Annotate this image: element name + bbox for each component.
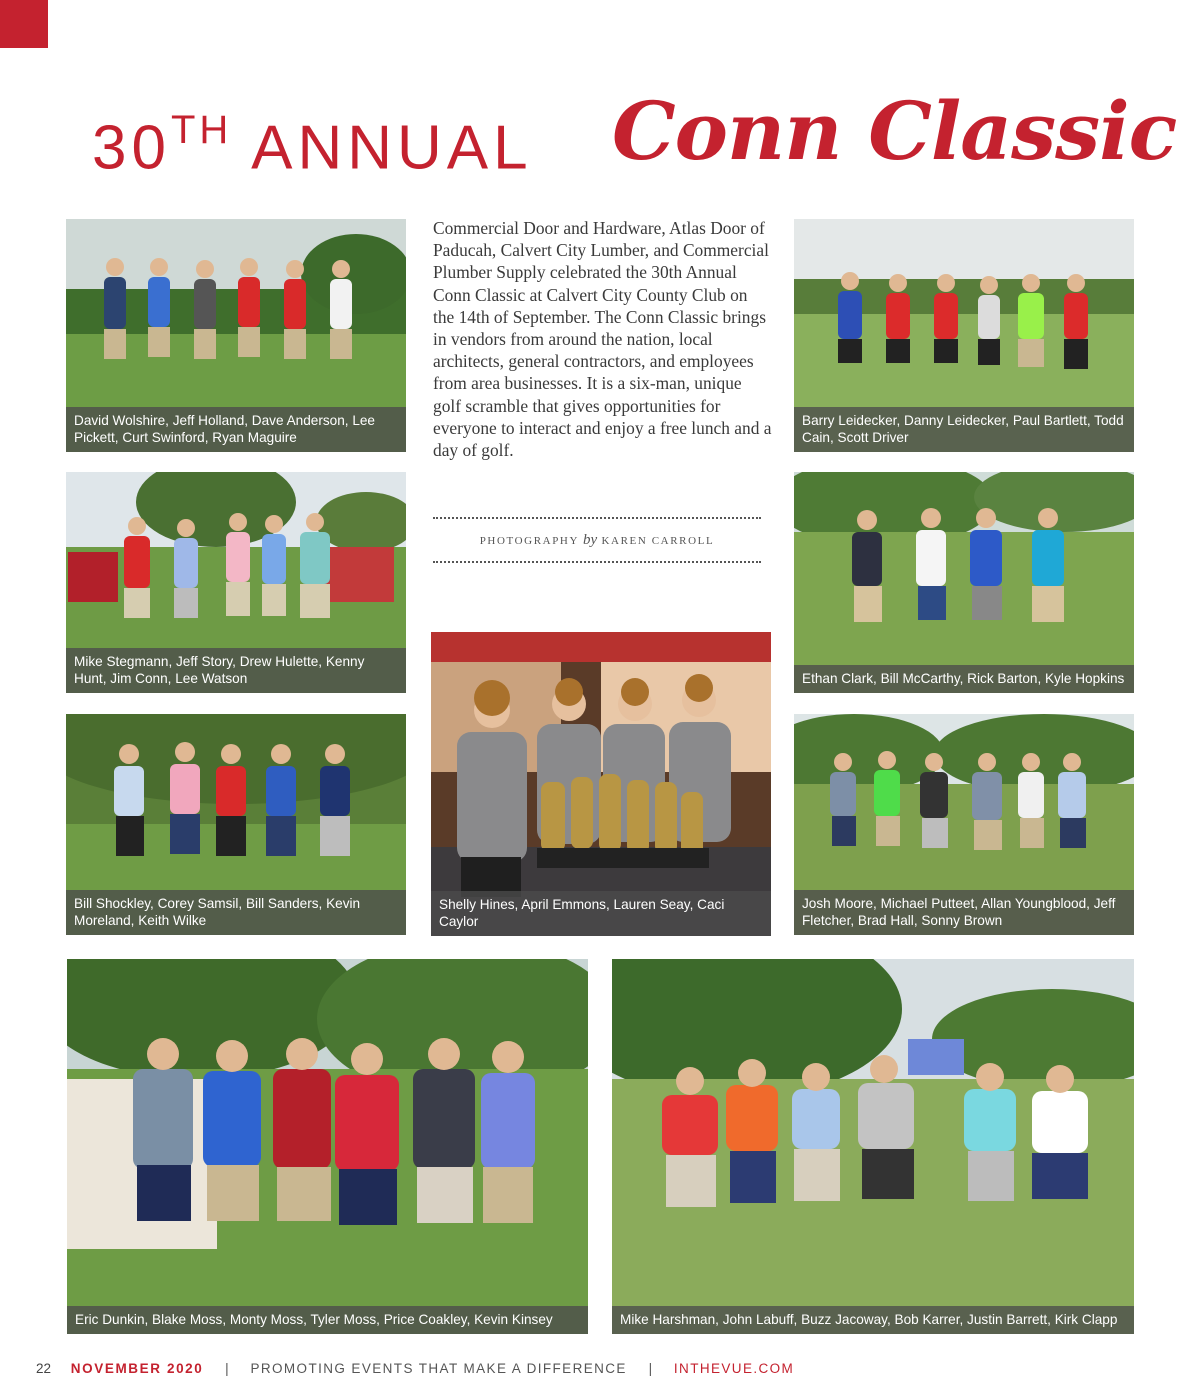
page-footer: [36, 1361, 1176, 1376]
credit-by: by: [582, 532, 598, 548]
title-suffix: TH: [170, 108, 233, 152]
credit-prefix: PHOTOGRAPHY: [479, 535, 579, 547]
photo-group-9: [612, 959, 1134, 1334]
page-title: [92, 82, 1177, 192]
photo-caption-7: Josh Moore, Michael Putteet, Allan Youngblood, Jeff Fletcher, Brad Hall, Sonny Brown: [794, 890, 1134, 935]
photo-group-1: [66, 219, 406, 452]
photo-group-7: [794, 714, 1134, 935]
article-body: Commercial Door and Hardware, Atlas Door of Paducah, Calvert City Lumber, and Commercial Plumber Supply celebrated the 30th Annual Conn Classic at Calvert City County Club on the 14th of September. The Conn Classic brings in vendors from around the nation, local architects, general contractors, and employees from area businesses. It is a six-man, unique golf scramble that gives opportunities for everyone to interact and enjoy a free lunch and a day of golf.: [433, 218, 772, 461]
title-number: 30: [92, 113, 171, 183]
photo-caption-8: Eric Dunkin, Blake Moss, Monty Moss, Tyler Moss, Price Coakley, Kevin Kinsey: [67, 1306, 588, 1335]
golf-group-image: [794, 472, 1134, 693]
photo-caption-4: Ethan Clark, Bill McCarthy, Rick Barton, Kyle Hopkins: [794, 665, 1134, 694]
photo-caption-1: David Wolshire, Jeff Holland, Dave Anderson, Lee Pickett, Curt Swinford, Ryan Maguire: [66, 407, 406, 452]
issue-date: NOVEMBER 2020: [70, 1361, 204, 1376]
corner-accent-tab: [0, 0, 48, 48]
photo-caption-3: Mike Stegmann, Jeff Story, Drew Hulette, Kenny Hunt, Jim Conn, Lee Watson: [66, 648, 406, 693]
title-word: ANNUAL: [251, 113, 533, 183]
photo-group-5: [66, 714, 406, 935]
golf-group-image: [612, 959, 1134, 1334]
photo-group-8: [67, 959, 588, 1334]
title-script: Conn Classic: [612, 84, 1177, 178]
photo-group-6: [431, 632, 771, 936]
footer-website[interactable]: INTHEVUE.COM: [673, 1361, 795, 1376]
photo-caption-6: Shelly Hines, April Emmons, Lauren Seay, Caci Caylor: [431, 891, 771, 936]
photo-group-4: [794, 472, 1134, 693]
photo-caption-2: Barry Leidecker, Danny Leidecker, Paul Bartlett, Todd Cain, Scott Driver: [794, 407, 1134, 452]
photo-credit: [433, 517, 761, 563]
title-annual: [92, 108, 533, 184]
photo-caption-9: Mike Harshman, John Labuff, Buzz Jacoway, Bob Karrer, Justin Barrett, Kirk Clapp: [612, 1306, 1134, 1335]
footer-tagline: PROMOTING EVENTS THAT MAKE A DIFFERENCE: [250, 1361, 627, 1376]
footer-separator: |: [225, 1361, 229, 1376]
page-number: 22: [36, 1361, 52, 1376]
photo-group-3: [66, 472, 406, 693]
photo-group-2: [794, 219, 1134, 452]
credit-name: KAREN CARROLL: [601, 535, 715, 547]
photo-caption-5: Bill Shockley, Corey Samsil, Bill Sanders, Kevin Moreland, Keith Wilke: [66, 890, 406, 935]
footer-separator: |: [648, 1361, 653, 1376]
golf-group-image: [67, 959, 588, 1334]
